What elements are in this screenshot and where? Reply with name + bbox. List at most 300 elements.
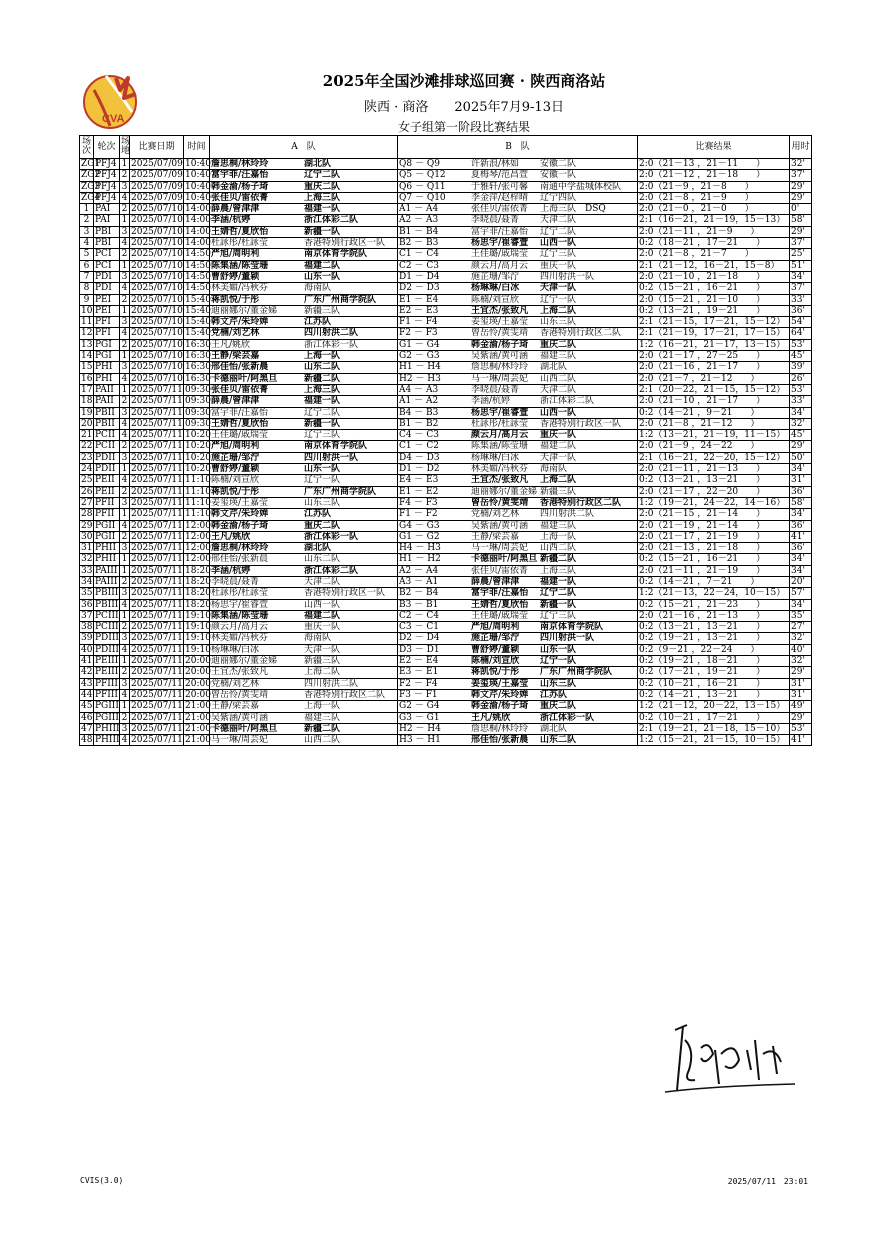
court: 2 [120, 204, 130, 215]
match-date: 2025/07/11 [131, 486, 183, 497]
team-a-cell [210, 464, 398, 475]
round: PDI [94, 271, 120, 282]
team-a-cell [210, 610, 398, 621]
team-b-cell [398, 656, 638, 667]
team-a-name: 香港特别行政区一队 [304, 238, 386, 249]
duration: 36' [790, 543, 812, 554]
court: 2 [120, 396, 130, 407]
team-b-players: 邢佳怡/张新晨 [471, 735, 529, 746]
match-time: 10:20 [185, 464, 211, 475]
match-id: 11 [81, 317, 93, 328]
team-a-players: 杨思宇/崔睿萱 [211, 599, 269, 610]
match-seeds: E1 － E4 [399, 294, 439, 305]
result: 0:2（17－21 ，19－21 ） [638, 667, 790, 678]
result: 0:2（19－21 ，18－21 ） [638, 656, 790, 667]
duration: 32' [790, 656, 812, 667]
team-a-name: 福建二队 [304, 610, 341, 621]
team-a-cell [210, 486, 398, 497]
court: 1 [120, 384, 130, 395]
match-id: 21 [81, 430, 93, 441]
match-seeds: A1 － A2 [399, 396, 439, 407]
team-a-players: 施芷珊/邹泞 [211, 452, 260, 463]
team-b-players: 李晓晨/聂菁 [471, 215, 520, 226]
result: 1:2（16－21，21－17，13－15） [638, 339, 790, 350]
match-seeds: E4 － E3 [399, 475, 439, 486]
match-date: 2025/07/11 [131, 452, 183, 463]
team-b-cell [398, 159, 638, 170]
duration: 34' [790, 565, 812, 576]
table-row [80, 588, 812, 599]
match-date: 2025/07/10 [131, 294, 183, 305]
team-b-players: 于雅轩/张可馨 [471, 181, 529, 192]
court: 2 [120, 249, 130, 260]
team-b-players: 陈集涵/陈莹珊 [471, 441, 529, 452]
round: PFI [94, 328, 120, 339]
match-time: 15:40 [185, 317, 211, 328]
team-a-name: 辽宁二队 [304, 407, 341, 418]
table-row [80, 283, 812, 294]
team-a-cell [210, 678, 398, 689]
match-id: 20 [81, 418, 93, 429]
match-date: 2025/07/09 [131, 159, 183, 169]
table-row [80, 633, 812, 644]
team-a-players: 邢佳怡/张新晨 [211, 554, 269, 565]
team-a-players: 杜詠彤/杜詠莹 [211, 238, 269, 249]
match-id: 3 [80, 226, 94, 237]
team-a-players: 王婧哲/夏欣怡 [211, 226, 269, 237]
team-b-cell [398, 328, 638, 339]
match-id: 25 [81, 475, 93, 486]
round: PHII [94, 554, 120, 565]
round: PBII [94, 407, 120, 418]
match-seeds: E1 － E2 [399, 486, 439, 497]
team-b-players: 夏梅琴/范昌萱 [471, 170, 529, 181]
team-a-name: 江苏队 [304, 317, 332, 328]
team-b-cell [398, 735, 638, 746]
match-id: 22 [81, 441, 93, 452]
round: PCII [94, 441, 120, 452]
header-team-b: B 队 [398, 136, 638, 159]
table-row [80, 204, 812, 215]
court: 2 [120, 339, 130, 350]
match-id: 47 [81, 723, 93, 734]
result: 2:0（15－21 ，21－10 ） [638, 294, 790, 305]
round: PHI [94, 362, 120, 373]
team-b-cell [398, 531, 638, 542]
team-b-players: 杨琳琳/白冰 [471, 283, 520, 294]
match-seeds: A1 － A4 [399, 204, 439, 215]
table-row [80, 554, 812, 565]
team-b-name: 辽宁四队 [540, 192, 577, 203]
signature [655, 1010, 805, 1100]
table-row [80, 407, 812, 418]
table-row [80, 644, 812, 655]
duration: 49' [790, 701, 812, 712]
match-date: 2025/07/11 [131, 565, 183, 576]
match-time: 10:20 [185, 452, 211, 463]
match-date: 2025/07/11 [131, 396, 183, 407]
result: 2:1（21－12，16－21，15－8） [638, 260, 790, 271]
match-date: 2025/07/10 [131, 271, 183, 282]
match-time: 11:10 [185, 509, 211, 520]
table-row [80, 689, 812, 700]
table-row [80, 610, 812, 621]
result: 2:1（20－22，21－15，15－12） [638, 384, 790, 395]
duration: 57' [790, 588, 812, 599]
court: 4 [120, 328, 130, 339]
team-b-name: 浙江体彩二队 [540, 396, 595, 407]
round: PDII [94, 452, 120, 463]
team-a-cell [210, 260, 398, 271]
round: PBI [94, 238, 120, 249]
team-b-cell [398, 576, 638, 587]
match-id: 46 [81, 712, 93, 723]
court: 3 [120, 497, 130, 508]
match-date: 2025/07/10 [131, 328, 183, 339]
team-b-name: 福建二队 [540, 441, 577, 452]
match-time: 19:10 [185, 622, 211, 633]
round: PGII [94, 531, 120, 542]
court: 1 [120, 565, 130, 576]
result: 0:2（13－21 ，13－21 ） [638, 475, 790, 486]
team-b-cell [398, 260, 638, 271]
result: 2:0（21－17 ，21－19 ） [638, 531, 790, 542]
team-a-cell [210, 384, 398, 395]
team-a-cell [210, 565, 398, 576]
match-seeds: Q7 － Q10 [399, 192, 446, 203]
court: 1 [120, 305, 130, 316]
match-seeds: C1 － C2 [399, 441, 439, 452]
team-a-name: 海南队 [304, 283, 332, 294]
match-id: ZG4 [81, 192, 101, 203]
team-b-cell [398, 689, 638, 700]
match-date: 2025/07/10 [131, 305, 183, 316]
team-b-cell [398, 271, 638, 282]
team-b-cell [398, 678, 638, 689]
team-a-name: 新疆二队 [304, 373, 341, 384]
team-a-players: 詹思桐/林玲玲 [211, 543, 269, 554]
footer-version: CVIS(3.0) [80, 1176, 124, 1185]
match-id: 26 [81, 486, 93, 497]
team-b-cell [398, 723, 638, 734]
round: PEIII [95, 656, 119, 667]
result: 2:0（21－10 ，21－18 ） [638, 271, 790, 282]
match-seeds: G1 － G4 [399, 339, 440, 350]
team-a-players: 陈集涵/陈莹珊 [211, 260, 269, 271]
match-date: 2025/07/10 [131, 249, 183, 260]
table-row [80, 656, 812, 667]
duration: 58' [790, 215, 812, 226]
court: 4 [120, 418, 130, 429]
round: PBIII [95, 599, 119, 610]
match-id: 18 [81, 396, 93, 407]
team-b-cell [398, 588, 638, 599]
round: PCIII [95, 622, 119, 633]
team-b-name: 福建三队 [540, 351, 577, 362]
match-time: 10:40 [185, 170, 211, 181]
match-id: 12 [81, 328, 93, 339]
court: 3 [120, 226, 130, 237]
table-row [80, 441, 812, 452]
team-a-cell [210, 509, 398, 520]
round: PFJ4 [94, 181, 120, 192]
team-b-players: 曾岳怜/黄雯靖 [471, 497, 529, 508]
team-b-cell [398, 238, 638, 249]
court: 4 [120, 520, 130, 531]
result: 1:2（13－21，21－19，11－15） [638, 430, 790, 441]
team-a-cell [210, 407, 398, 418]
team-b-cell [398, 667, 638, 678]
team-a-name: 广东广州商学院队 [304, 294, 377, 305]
table-row [80, 543, 812, 554]
match-date: 2025/07/10 [131, 238, 183, 249]
team-b-name: 四川射洪一队 [540, 633, 595, 644]
team-a-players: 林美媚/冯秋芬 [211, 283, 269, 294]
team-a-cell [210, 418, 398, 429]
match-time: 20:00 [185, 656, 211, 667]
table-header-row [80, 136, 812, 159]
result: 2:1（16－21，21－19，15－13） [638, 215, 790, 226]
team-a-cell [210, 633, 398, 644]
table-row [80, 712, 812, 723]
team-b-players: 施芷珊/邹泞 [471, 271, 520, 282]
round: PEIII [95, 667, 119, 678]
match-id: 43 [81, 678, 93, 689]
round: PAII [94, 384, 120, 395]
table-row [80, 249, 812, 260]
team-b-players: 马一琳/周芸妃 [471, 373, 529, 384]
team-b-players: 王宜杰/张致凡 [471, 475, 529, 486]
table-row [80, 215, 812, 226]
match-id: 32 [81, 554, 93, 565]
team-b-players: 迪丽娜尔/董金娣 [471, 486, 538, 497]
duration: 35' [790, 610, 812, 621]
match-seeds: D4 － D3 [399, 452, 440, 463]
match-id: 7 [80, 271, 94, 282]
team-a-name: 福建三队 [304, 712, 341, 723]
team-a-cell [210, 181, 398, 192]
result: 2:0（21－16 ，21－17 ） [638, 362, 790, 373]
match-date: 2025/07/11 [131, 531, 183, 542]
duration: 45' [790, 430, 812, 441]
result: 2:0（21－0 ，21－0 ） [638, 204, 790, 215]
team-b-name: 南通中学盐城体校队 [540, 181, 622, 192]
result: 2:0（21－11 ，21－13 ） [638, 464, 790, 475]
court: 3 [120, 723, 130, 734]
team-a-name: 辽宁二队 [304, 170, 341, 181]
team-a-players: 杨琳琳/白冰 [211, 644, 260, 655]
team-b-name: 山东一队 [540, 644, 577, 655]
team-b-cell [398, 170, 638, 181]
team-a-name: 天津一队 [304, 644, 341, 655]
team-b-cell [398, 464, 638, 475]
court: 4 [120, 689, 130, 700]
table-row [80, 452, 812, 463]
result: 2:0（21－8 ，21－12 ） [638, 418, 790, 429]
match-seeds: C2 － C4 [399, 610, 439, 621]
team-b-players: 詹思桐/林玲玲 [471, 723, 529, 734]
duration: 36' [790, 486, 812, 497]
team-a-cell [210, 599, 398, 610]
match-id: 37 [81, 610, 93, 621]
match-id: 1 [80, 204, 94, 215]
team-b-players: 韩文芹/朱玲婵 [471, 689, 529, 700]
match-date: 2025/07/10 [131, 283, 183, 294]
logo-text: CVA [102, 113, 125, 125]
team-a-cell [210, 238, 398, 249]
table-row [80, 418, 812, 429]
table-row [80, 294, 812, 305]
match-seeds: Q5 － Q12 [399, 170, 446, 181]
table-row [80, 238, 812, 249]
location-date: 陕西 · 商洛 2025年7月9-13日 [364, 100, 564, 115]
court: 1 [120, 351, 130, 362]
table-row [80, 520, 812, 531]
match-time: 15:40 [185, 328, 211, 339]
team-b-players: 曾岳怜/黄雯靖 [471, 328, 529, 339]
team-a-cell [210, 192, 398, 203]
court: 3 [120, 407, 130, 418]
court: 3 [120, 271, 130, 282]
match-id: 44 [81, 689, 93, 700]
court: 3 [120, 181, 130, 192]
round: PCI [94, 249, 120, 260]
team-a-players: 薛晨/曾津津 [211, 396, 260, 407]
team-b-cell [398, 622, 638, 633]
match-time: 20:00 [185, 667, 211, 678]
team-b-name: 香港特别行政区二队 [540, 328, 622, 339]
match-time: 10:40 [185, 192, 211, 203]
team-b-name: 天津二队 [540, 215, 577, 226]
team-a-players: 王婧哲/夏欣怡 [211, 418, 269, 429]
round: PFIII [95, 689, 118, 700]
match-seeds: B1 － B4 [399, 226, 439, 237]
round: PDIII [95, 644, 119, 655]
team-b-cell [398, 701, 638, 712]
team-a-name: 山东一队 [304, 271, 341, 282]
team-b-players: 薛晨/曾津津 [471, 576, 520, 587]
team-a-players: 王凡/姚欣 [211, 339, 251, 350]
match-id: 14 [81, 351, 93, 362]
team-b-players: 许新浪/林如 [471, 159, 520, 169]
team-b-name: 重庆一队 [540, 430, 577, 441]
match-seeds: D3 － D1 [399, 644, 440, 655]
table-row [80, 464, 812, 475]
team-a-cell [210, 305, 398, 316]
duration: 53' [790, 384, 812, 395]
team-b-cell [398, 610, 638, 621]
match-date: 2025/07/11 [131, 554, 183, 565]
team-a-players: 曹舒婷/董颖 [211, 271, 260, 282]
team-b-cell [398, 226, 638, 237]
duration: 37' [790, 170, 812, 181]
team-a-name: 福建二队 [304, 260, 341, 271]
duration: 26' [790, 373, 812, 384]
result: 2:0（21－9 ，21－8 ） [638, 181, 790, 192]
table-row [80, 622, 812, 633]
match-seeds: Q8 － Q9 [399, 159, 440, 169]
team-a-players: 王静/梁芸嘉 [211, 701, 260, 712]
team-a-cell [210, 294, 398, 305]
match-id: 36 [81, 599, 93, 610]
duration: 36' [790, 305, 812, 316]
team-b-players: 蒋凯悦/于彤 [471, 667, 520, 678]
result: 2:0（21－19 ，21－14 ） [638, 520, 790, 531]
team-a-players: 薛晨/曾津津 [211, 204, 260, 215]
match-date: 2025/07/11 [131, 430, 183, 441]
duration: 34' [790, 554, 812, 565]
team-a-name: 山东一队 [304, 464, 341, 475]
team-a-players: 韩金渝/杨子琦 [211, 520, 269, 531]
match-seeds: G4 － G3 [399, 520, 440, 531]
duration: 34' [790, 509, 812, 520]
round: PHI [94, 373, 120, 384]
court: 2 [120, 531, 130, 542]
team-a-players: 杜詠彤/杜詠莹 [211, 588, 269, 599]
match-seeds: C3 － C1 [399, 622, 439, 633]
duration: 29' [790, 441, 812, 452]
duration: 32' [790, 633, 812, 644]
team-b-cell [398, 407, 638, 418]
results-table [79, 135, 812, 746]
match-seeds: F1 － F2 [399, 509, 438, 520]
match-time: 21:00 [185, 712, 211, 723]
team-b-players: 严旭/周明利 [471, 622, 520, 633]
match-seeds: D2 － D4 [399, 633, 440, 644]
team-b-name: 上海三队 [540, 565, 577, 576]
match-seeds: B2 － B3 [399, 238, 439, 249]
match-date: 2025/07/10 [131, 226, 183, 237]
team-a-name: 浙江体彩二队 [304, 565, 359, 576]
team-b-players: 施芷珊/邹泞 [471, 633, 520, 644]
team-b-players: 王凡/姚欣 [471, 712, 511, 723]
round: PDIII [95, 633, 119, 644]
result: 2:0（21－7 ，21－12 ） [638, 373, 790, 384]
duration: 0' [790, 204, 812, 215]
result: 2:0（21－11 ，21－9 ） [638, 226, 790, 237]
team-b-players: 李涵/杭婷 [471, 396, 511, 407]
team-a-players: 韩文芹/朱玲婵 [211, 317, 269, 328]
court: 1 [120, 260, 130, 271]
team-b-name: 辽宁二队 [540, 588, 577, 599]
match-seeds: F1 － F4 [399, 317, 438, 328]
duration: 41' [790, 531, 812, 542]
match-seeds: F2 － F3 [399, 328, 438, 339]
table-body [80, 159, 812, 746]
match-id: 4 [80, 238, 94, 249]
match-time: 12:00 [185, 543, 211, 554]
match-id: 16 [81, 373, 93, 384]
match-seeds: H1 － H4 [399, 362, 441, 373]
result: 1:2（21－12，20－22，13－15） [638, 701, 790, 712]
court: 1 [120, 701, 130, 712]
team-b-players: 陈楠/刘宣欣 [471, 656, 520, 667]
duration: 32' [790, 418, 812, 429]
team-b-players: 张佳贝/雷依菁 [471, 204, 529, 215]
round: PBI [94, 226, 120, 237]
team-a-name: 上海三队 [304, 192, 341, 203]
match-id: 38 [81, 622, 93, 633]
round: PCII [94, 430, 120, 441]
match-time: 14:00 [185, 215, 211, 226]
team-a-cell [210, 204, 398, 215]
team-a-players: 颜云月/高月云 [211, 622, 269, 633]
match-seeds: D2 － D3 [399, 283, 440, 294]
match-date: 2025/07/11 [131, 622, 183, 633]
result: 2:0（21－16 ，21－13 ） [638, 610, 790, 621]
team-a-name: 山东三队 [304, 497, 341, 508]
match-time: 19:10 [185, 610, 211, 621]
